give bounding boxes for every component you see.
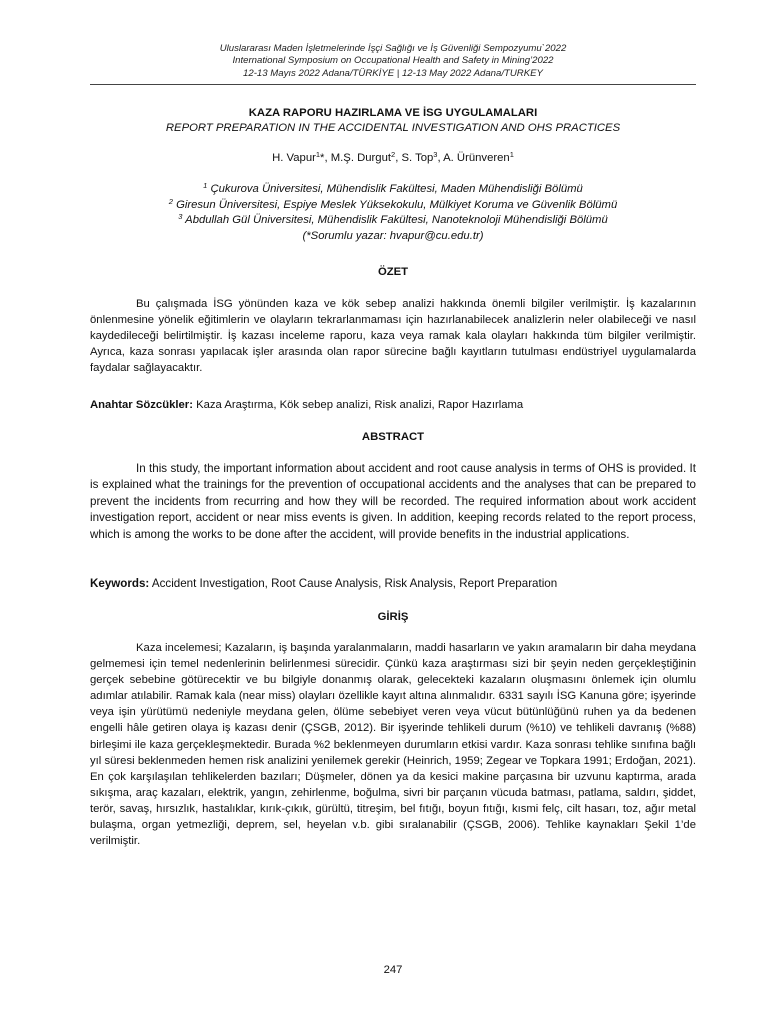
keywords-en-label: Keywords: (90, 577, 150, 590)
keywords-en (90, 577, 696, 591)
affiliation (90, 182, 696, 198)
author-affiliation-mark: 1 (315, 150, 321, 159)
affiliation-text: Giresun Üniversitesi, Espiye Meslek Yüksekokulu, Mülkiyet Koruma ve Güvenlik Bölümü (176, 198, 618, 211)
author-separator: , (437, 152, 444, 164)
author-affiliation-mark: 3 (433, 150, 438, 159)
author-separator: *, (320, 152, 331, 164)
author-separator: , (395, 152, 402, 164)
author-name: H. Vapur (272, 152, 316, 164)
paper-title-tr: KAZA RAPORU HAZIRLAMA VE İSG UYGULAMALARI (248, 107, 538, 119)
affiliation-mark: 2 (168, 196, 173, 206)
header-divider (90, 84, 696, 85)
keywords-en-text: Accident Investigation, Root Cause Analysis, Risk Analysis, Report Preparation (149, 577, 558, 590)
affiliation (90, 213, 696, 229)
page-number: 247 (383, 964, 403, 976)
affiliation-text: Çukurova Üniversitesi, Mühendislik Fakültesi, Maden Mühendisliği Bölümü (210, 183, 583, 195)
author-affiliation-mark: 1 (509, 150, 514, 159)
affiliation-mark: 1 (203, 181, 208, 190)
keywords-tr-label: Anahtar Sözcükler: (90, 399, 193, 411)
giris-paragraph: Kaza incelemesi; Kazaların, iş başında yaralanmaların, maddi hasarların ve yakın aramaların bir daha meydana gelmemesi için temel nedenlerinin belirlenmesi sürecidir. Çünkü kaza araştırması sizi bir şeyin neden gerçekleştiğinin gerçek sebebine götürecektir ve bu bilgiyle donanmış olarak, gelecekteki kazaların oluşmasını önlemek için olumlu adımlar atılabilir. Ramak kala (near miss) olayları özellikle kayıt altına alınmalıdır. 6331 sayılı İSG Kanuna göre; işyerinde veya işin yürütümü nedeniyle meydana gelen, ölüme sebebiyet veren veya vücut bütünlüğünü ruhen ya da bedenen engelli hâle getiren olaya iş kazası denir (ÇSGB, 2012). Bir işyerinde tehlikeli durum (%10) ve tehlikeli davranış (%88) birleşimi ile kaza gerçekleşmektedir. Burada %2 beklenmeyen durumların etkisi vardır. Kaza sonrası tehlike sınıfına bağlı yıl süresi beklenmeden hemen risk analizini yenilemek gerekir (Heinrich, 1959; Zegear ve Topkara 1991; Erdoğan, 2021). En çok karşılaşılan tehlikelerden bazıları; Düşmeler, dönen ya da kesici makine parçasına bir uzvunu kaptırma, arada sıkışma, araç kazaları, elektrik, yangın, zehirlenme, boğulma, sivri bir parçanın vücuda batması, patlama, saldırı, şiddet, terör, savaş, hırsızlık, hastalıklar, kırık-çıkık, gürültü, titreşim, bel fıtığı, boyun fıtığı, kısmi felç, cilt hasarı, toz, ağır metal bulaşma, organ yetmezliği, deprem, sel, heyelan v.b. gibi sıralanabilir (ÇSGB, 2006). Tehlike kaynakları Şekil 1’de verilmiştir. (90, 642, 696, 848)
author-affiliation-mark: 2 (391, 150, 396, 159)
author-name: M.Ş. Durgut (330, 152, 392, 164)
author-list (90, 151, 696, 165)
paper-title-en: REPORT PREPARATION IN THE ACCIDENTAL INVESTIGATION AND OHS PRACTICES (165, 122, 621, 134)
affiliation (90, 198, 696, 214)
section-heading-abstract: ABSTRACT (361, 431, 425, 443)
affiliation-mark: 3 (178, 212, 183, 221)
affiliation-text: Abdullah Gül Üniversitesi, Mühendislik Fakültesi, Nanoteknoloji Mühendisliği Bölümü (185, 214, 608, 226)
ozet-paragraph: Bu çalışmada İSG yönünden kaza ve kök sebep analizi hakkında önemli bilgiler verilmiştir. İş kazalarının önlenmesine yönelik eğitimlerin ve olayların tekrarlanmaması için hazırlanabilecek analizlerin neler olabileceği ve nasıl kaydedileceği belirtilmiştir. İş kazası inceleme raporu, kaza veya ramak kala olayları hakkında tüm bilgiler verilmiştir. Ayrıca, kaza sonrası yapılacak işler arasında olan rapor sürecine bağlı kayıtların tutulması endüstriyel uygulamalarda faydalar sağlayacaktır. (90, 298, 696, 375)
corresponding-author: (*Sorumlu yazar: hvapur@cu.edu.tr) (302, 229, 484, 242)
keywords-tr (90, 398, 696, 412)
author-name: S. Top (401, 152, 434, 164)
section-heading-giris: GİRİŞ (377, 611, 409, 623)
abstract-paragraph: In this study, the important information about accident and root cause analysis in terms of OHS is provided. It is explained what the trainings for the prevention of occupational accidents and the analyses that can be prepared to prevent the incidents from recurring and how they will be recorded. The required information about work accident investigation report, accident or near miss events is given. In addition, keeping records related to the report process, which is among the works to be done after the accident, will provide benefits in the industrial applications. (90, 462, 696, 541)
header-line-tr: Uluslararası Maden İşletmelerinde İşçi Sağlığı ve İş Güvenliği Sempozyumu`2022 (219, 43, 567, 54)
section-heading-ozet: ÖZET (377, 266, 409, 278)
author-name: A. Ürünveren (443, 152, 510, 164)
affiliation-list (90, 182, 696, 244)
header-line-en: International Symposium on Occupational Health and Safety in Mining’2022 (232, 55, 554, 67)
header-line-date: 12-13 Mayıs 2022 Adana/TÜRKİYE | 12-13 May 2022 Adana/TURKEY (243, 67, 543, 79)
keywords-tr-text: Kaza Araştırma, Kök sebep analizi, Risk analizi, Rapor Hazırlama (192, 399, 524, 411)
conference-header (90, 43, 696, 80)
